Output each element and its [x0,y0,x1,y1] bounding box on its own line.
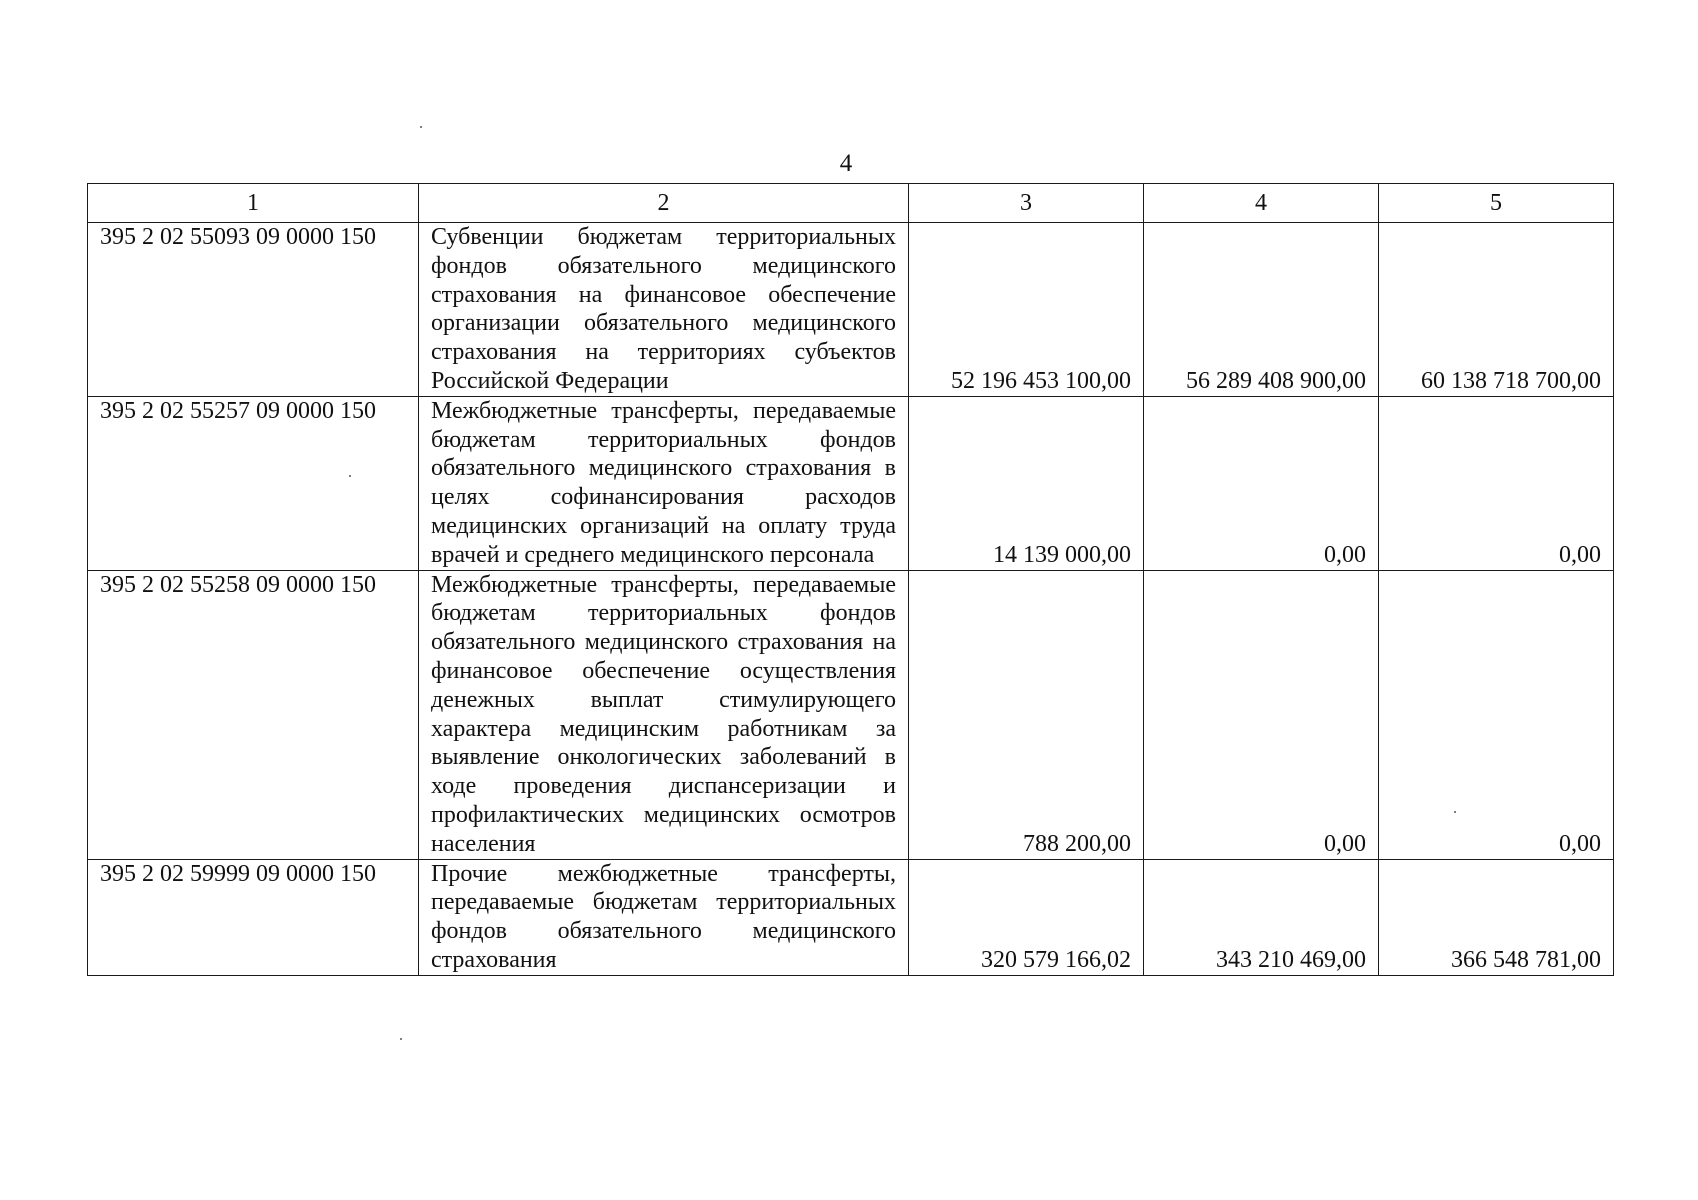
table-row [88,396,1614,570]
header-row [88,184,1614,223]
scan-speck [420,126,422,128]
amount-col4: 343 210 469,00 [1144,859,1379,975]
amount-col3: 52 196 453 100,00 [909,223,1144,397]
income-description: Межбюджетные трансферты, передаваемые бюджетам территориальных фондов обязательного медицинского страхования в целях софинансирования расходов медицинских организаций на оплату труда врачей и среднего медицинского персонала [419,396,909,570]
amount-col3: 14 139 000,00 [909,396,1144,570]
scan-speck [400,1038,402,1040]
amount-col5: 0,00 [1379,396,1614,570]
amount-col5: 366 548 781,00 [1379,859,1614,975]
column-header-3: 3 [909,184,1144,223]
column-header-2: 2 [419,184,909,223]
amount-col3: 788 200,00 [909,570,1144,859]
budget-code: 395 2 02 55093 09 0000 150 [88,223,419,397]
table-row [88,570,1614,859]
amount-col5: 60 138 718 700,00 [1379,223,1614,397]
budget-code: 395 2 02 59999 09 0000 150 [88,859,419,975]
amount-col4: 0,00 [1144,570,1379,859]
income-description: Межбюджетные трансферты, передаваемые бюджетам территориальных фондов обязательного медицинского страхования на финансовое обеспечение осуществления денежных выплат стимулирующего характера медицинским работникам за выявление онкологических заболеваний в ходе проведения диспансеризации и профилактических медицинских осмотров населения [419,570,909,859]
column-header-5: 5 [1379,184,1614,223]
amount-col4: 56 289 408 900,00 [1144,223,1379,397]
income-description: Прочие межбюджетные трансферты, передаваемые бюджетам территориальных фондов обязательного медицинского страхования [419,859,909,975]
amount-col4: 0,00 [1144,396,1379,570]
column-header-4: 4 [1144,184,1379,223]
amount-col3: 320 579 166,02 [909,859,1144,975]
budget-code: 395 2 02 55258 09 0000 150 [88,570,419,859]
budget-code: 395 2 02 55257 09 0000 150 [88,396,419,570]
table-row [88,859,1614,975]
income-description: Субвенции бюджетам территориальных фондов обязательного медицинского страхования на финансовое обеспечение организации обязательного медицинского страхования на территориях субъектов Российской Федерации [419,223,909,397]
table-row [88,223,1614,397]
budget-table [87,183,1614,976]
column-header-1: 1 [88,184,419,223]
page-number: 4 [839,150,853,177]
amount-col5: 0,00 [1379,570,1614,859]
